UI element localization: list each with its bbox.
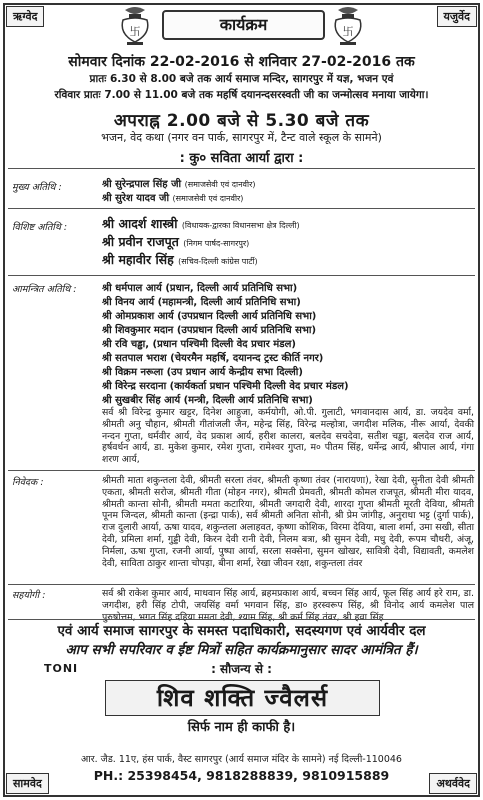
invited-guest: श्री सतपाल भराश (चेयरमैन महर्षि, दयानन्द ट्रस्ट कीर्ति नगर) [102,353,324,364]
invited-guest: श्री विक्रम नरूला (उप प्रधान आर्य केन्द्रीय सभा दिल्ली) [102,367,303,378]
program-title: कार्यक्रम [162,10,325,40]
svg-text:卐: 卐 [129,25,141,38]
invited-guest: श्री रवि चड्ढा, (प्रधान पश्चिमी दिल्ली वेद प्रचार मंडल) [102,339,296,350]
sponsor-address: आर. जैड. 11ए, हंस पार्क, वैस्ट सागरपुर (आर्य समाज मंदिर के सामने) नई दिल्ली-110046 [81,754,402,765]
corner-rigveda: ऋग्वेद [6,6,44,27]
divider [8,584,475,585]
divider [8,470,475,471]
presenter: : कु० सविता आर्या द्वारा : [179,151,304,166]
invited-guest: श्री सुखबीर सिंह आर्य (मन्त्री, दिल्ली आर्य प्रतिनिधि सभा) [102,395,313,406]
organizers-line: एवं आर्य समाज सागरपुर के समस्त पदाधिकारी, सदस्यगण एवं आर्यवीर दल [57,623,426,639]
toni-brand: TONI [44,662,79,675]
event-dates: सोमवार दिनांक 22-02-2016 से शनिवार 27-02-2016 तक [68,54,415,70]
invited-guest: श्री धर्मपाल आर्य (प्रधान, दिल्ली आर्य प्रतिनिधि सभा) [102,283,298,294]
special-guest: श्री महावीर सिंह (सचिव-दिल्ली कांग्रेस पार्टी) [102,252,258,267]
helpers-label: सहयोगी : [12,590,46,601]
bhajan-venue: भजन, वेद कथा (नगर वन पार्क, सागरपुर में, टैन्ट वाले स्कूल के सामने) [101,131,382,144]
divider [8,619,475,620]
svg-text:卐: 卐 [342,25,354,38]
special-guest: श्री प्रवीन राजपूत (निगम पार्षद-सागरपुर) [102,234,250,249]
courtesy-heading: : सौजन्य से : [211,662,272,676]
invited-label: आमन्त्रित अतिथि : [12,284,77,295]
corner-atharvaveda: अथर्ववेद [429,773,477,794]
requesters-list: श्रीमती माता शकुन्तला देवी, श्रीमती सरला तंवर, श्रीमती कृष्णा तंवर (नारायणा), रेखा देवी, सुनीता देवी श्रीमती एकता, श्रीमती सरोज, श्रीमती गीता (मोहन नगर), श्रीमती प्रेमवती, श्रीमती कोमल राजपूत, श्रीमती मीरा यादव, श्रीमती कान्ता सोनी, श्रीमती ममता कटारिया, श्रीमती जगदारी देवी, शारदा गुप्ता श्रीमती मूरती देविया, श्रीमती पूनम जिन्दल, श्रीमती कान्ता (इन्द्रा पार्क), सर्व श्रीमती अनिता सोनी, श्री प्रेम जांगीड़, अनुराधा भट्ट (दुर्गा पार्क), राज दुलारी आर्या, ऊषा यादव, शकुन्तला अलाहवत, कृष्णा कोशिक, विरमा देविया, बाला शर्मा, उमा सखी, सीता देवी, प्रमिला शर्मा, गुड्डी देवी, किरन देवी रानी देवी, निलम बत्रा, श्री सुमन देवी, मधु देवी, रूपम चौधरी, अंजू, निर्मला, ऊषा गुप्ता, रजनी आर्या, पुष्पा आर्या, सरला सक्सेना, सुमन खोखर, सावित्री देवी, विद्यावती, कमलेश देवी, साविता ठाकुर शान्ता चोपड़ा, बीना शर्मा, रेखा जीवन रक्षा, शकुन्तला तंवर [102,475,474,569]
special-label: विशिष्ट अतिथि : [12,222,68,233]
chief-guest: श्री सुरेन्द्रपाल सिंह जी (समाजसेवी एवं दानवीर) [102,179,256,190]
sunday-schedule: रविवार प्रातः 7.00 से 11.00 बजे तक महर्षि दयानन्दसरस्वती जी का जन्मोत्सव मनाया जायेगा। [54,89,429,101]
afternoon-time: अपराह्न 2.00 बजे से 5.30 बजे तक [113,111,370,131]
chief-label: मुख्य अतिथि : [12,182,62,193]
kalash-left-icon [117,6,153,46]
kalash-right-icon [330,6,366,46]
requesters-label: निवेदक : [12,477,44,488]
corner-samaveda: सामवेद [6,773,49,794]
invitation-line: आप सभी सपरिवार व ईष्ट मित्रों सहित कार्यक्रमानुसार सादर आमंत्रित हैं। [65,642,418,658]
invited-others: सर्व श्री विरेन्द्र कुमार खट्टर, दिनेश आहुजा, कर्मयोगी, ओ.पी. गुलाटी, भगवानदास आर्य, डा. जयदेव वर्मा, श्रीमती अनु चौहान, श्रीमती गीतांजली जैन, महेन्द्र सिंह, विरेन्द्र मल्होत्रा, जगदीश मलिक, नीरू आर्या, देवकी नन्दन गुप्ता, धर्मवीर आर्य, वेद प्रकाश आर्य, हरीश कालरा, बलदेव सचदेवा, सतीश चड्ढा, बलदेव राज आर्य, हर्षवर्धन आर्य, डा. मुकेश कुमार, रमेश गुप्ता, रामेश्वर गुप्ता, म० पीतम सिंह, धर्मेन्द्र आर्य, श्रीपाल आर्य, गंगा शरण आर्य, [102,407,474,466]
divider [8,168,475,169]
sponsor-name: शिव शक्ति ज्वैलर्स [105,680,380,716]
helpers-list: सर्व श्री राकेश कुमार आर्य, माधवान सिंह आर्य, ब्रहमप्रकाश आर्य, बच्चन सिंह आर्य, फूल सिंह आर्य हरे राम, डा. जगदीश, हरी सिंह टोपी, जयसिंह वर्मा भगवान सिंह, डा० हरस्वरूप सिंह, श्री विनोद आर्य कमलेश पाल पुरुषोत्तम, भगत सिंह दहिया ममता देवी, श्याम सिंह, श्री कर्म सिंह तंवर, श्री हवा सिंह [102,588,474,623]
invited-guest: श्री विनय आर्य (महामन्त्री, दिल्ली आर्य प्रतिनिधि सभा) [102,297,301,308]
chief-guest: श्री सुरेश यादव जी (समाजसेवी एवं दानवीर) [102,193,244,204]
special-guest: श्री आदर्श शास्त्री (विधायक-द्वारका विधानसभा क्षेत्र दिल्ली) [102,216,300,231]
sponsor-phones: PH.: 25398454, 9818288839, 9810915889 [93,768,390,783]
invited-guest: श्री शिवकुमार मदान (उपप्रधान दिल्ली आर्य प्रतिनिधि सभा) [102,325,317,336]
sponsor-tagline: सिर्फ नाम ही काफी है। [187,720,296,735]
corner-yajurveda: यजुर्वेद [437,6,478,27]
divider [8,275,475,276]
invited-guest: श्री विरेन्द्र सरदाना (कार्यकर्ता प्रधान पश्चिमी दिल्ली वेद प्रचार मंडल) [102,381,349,392]
divider [8,208,475,209]
morning-schedule: प्रातः 6.30 से 8.00 बजे तक आर्य समाज मन्दिर, सागरपुर में यज्ञ, भजन एवं [89,73,394,85]
invited-guest: श्री ओमप्रकाश आर्य (उपप्रधान दिल्ली आर्य प्रतिनिधि सभा) [102,311,317,322]
